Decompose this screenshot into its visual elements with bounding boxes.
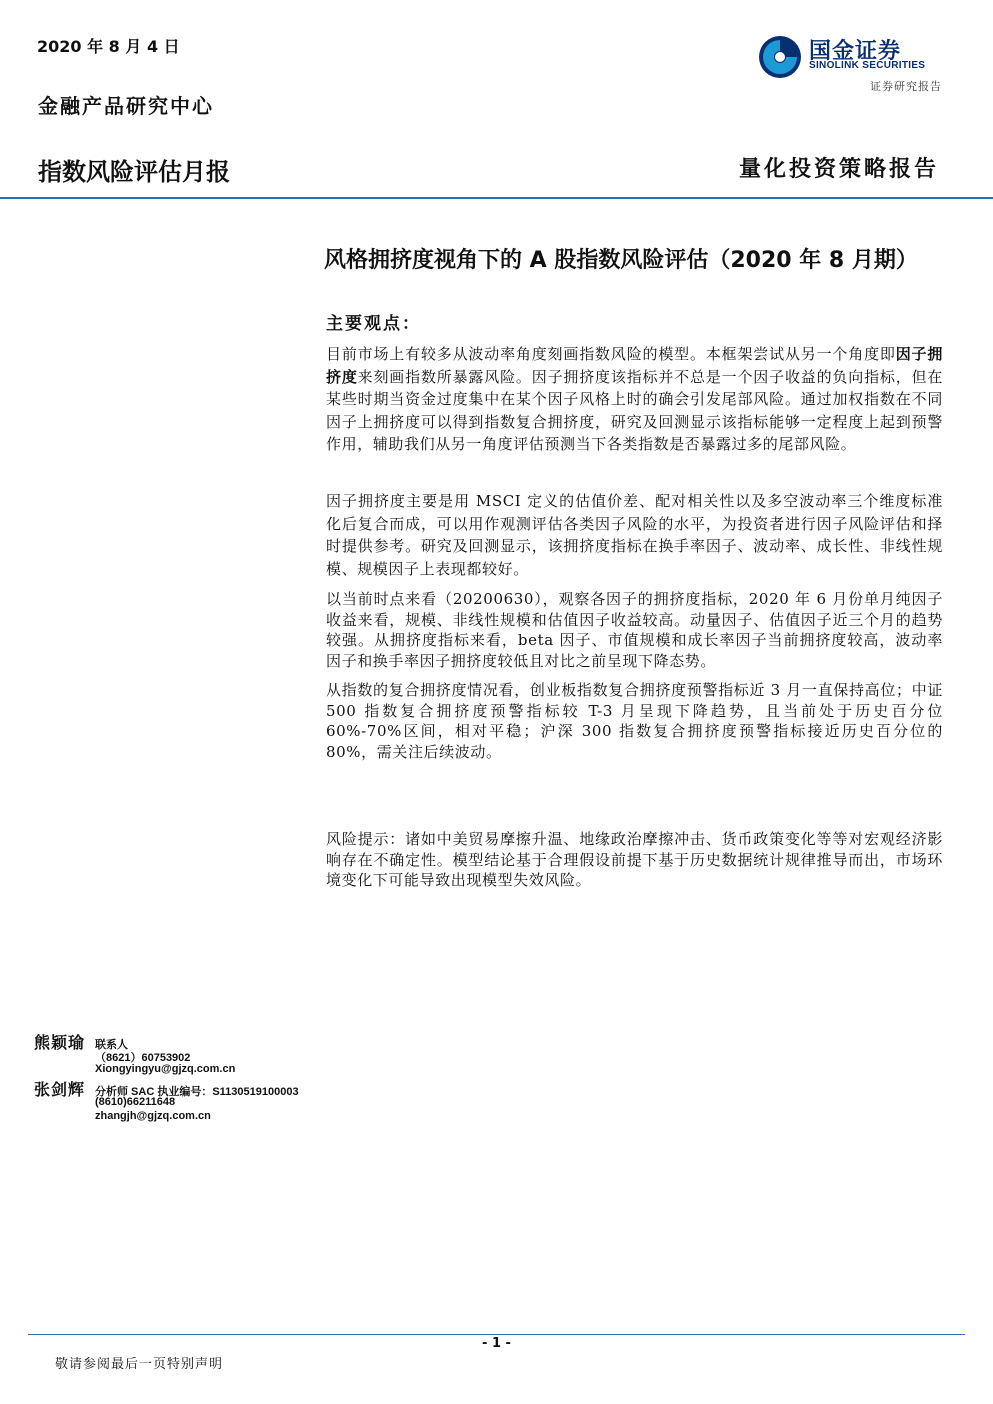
report-series: 指数风险评估月报 bbox=[38, 158, 230, 186]
paragraph-1-text-b: 来刻画指数所暴露风险。因子拥挤度该指标并不总是一个因子收益的负向指标，但在某些时期当资金过度集中在某个因子风格上时的确会引发尾部风险。通过加权指数在不同因子上拥挤度可以得到指数复合拥挤度，研究及回测显示该指标能够一定程度上起到预警作用，辅助我们从另一角度评估预测当下各类指数是否暴露过多的尾部风险。 bbox=[326, 367, 943, 454]
author-2-email[interactable]: zhangjh@gjzq.com.cn bbox=[95, 1110, 211, 1122]
author-1-email[interactable]: Xiongyingyu@gjzq.com.cn bbox=[95, 1063, 236, 1075]
author-1-role: 联系人 bbox=[95, 1039, 128, 1051]
header-divider bbox=[0, 197, 993, 199]
author-2-name: 张剑辉 bbox=[34, 1080, 86, 1099]
page-number: - 1 - bbox=[482, 1336, 511, 1351]
paragraph-4: 从指数的复合拥挤度情况看，创业板指数复合拥挤度预警指标近 3 月一直保持高位；中证 500 指数复合拥挤度预警指标较 T-3 月呈现下降趋势，且当前处于历史百分位 60%-70%区间，相对平稳；沪深 300 指数复合拥挤度预警指标接近历史百分位的 80%，需关注后续波动。 bbox=[326, 681, 943, 761]
research-center: 金融产品研究中心 bbox=[38, 94, 214, 118]
company-logo bbox=[757, 32, 947, 82]
author-2-role: 分析师 SAC 执业编号：S1130519100003 bbox=[95, 1086, 299, 1098]
logo-mark-icon bbox=[757, 34, 803, 80]
paragraph-1-text-a: 目前市场上有较多从波动率角度刻画指数风险的模型。本框架尝试从另一个角度即 bbox=[326, 345, 896, 363]
footer-disclaimer: 敬请参阅最后一页特别声明 bbox=[55, 1357, 224, 1372]
report-title: 风格拥挤度视角下的 A 股指数风险评估（2020 年 8 月期） bbox=[324, 248, 918, 273]
report-category: 量化投资策略报告 bbox=[738, 156, 939, 182]
logo-name-en: SINOLINK SECURITIES bbox=[809, 60, 926, 71]
author-1-name: 熊颖瑜 bbox=[34, 1033, 86, 1052]
report-kind: 证券研究报告 bbox=[870, 80, 942, 93]
logo-name-cn: 国金证券 bbox=[809, 39, 902, 64]
paragraph-1-emphasis: 因子拥挤度 bbox=[326, 345, 943, 386]
footer-divider bbox=[28, 1334, 965, 1335]
paragraph-1 bbox=[326, 343, 943, 456]
risk-warning: 风险提示：诸如中美贸易摩擦升温、地缘政治摩擦冲击、货币政策变化等等对宏观经济影响存在不确定性。模型结论基于合理假设前提下基于历史数据统计规律推导而出，市场环境变化下可能导致出现模型失效风险。 bbox=[326, 830, 943, 889]
author-1-phone: （8621）60753902 bbox=[95, 1052, 191, 1064]
paragraph-2: 因子拥挤度主要是用 MSCI 定义的估值价差、配对相关性以及多空波动率三个维度标准化后复合而成，可以用作观测评估各类因子风险的水平，为投资者进行因子风险评估和择时提供参考。研究及回测显示，该拥挤度指标在换手率因子、波动率、成长性、非线性规模、规模因子上表现都较好。 bbox=[326, 492, 943, 578]
report-date: 2020 年 8 月 4 日 bbox=[37, 37, 180, 56]
author-2-phone: (8610)66211648 bbox=[95, 1096, 176, 1108]
paragraph-3: 以当前时点来看（20200630），观察各因子的拥挤度指标，2020 年 6 月份单月纯因子收益来看，规模、非线性规模和估值因子收益较高。动量因子、估值因子近三个月的趋势较强。从拥挤度指标来看，beta 因子、市值规模和成长率因子当前拥挤度较高，波动率因子和换手率因子拥挤度较低且对比之前呈现下降态势。 bbox=[326, 590, 943, 670]
key-points-heading: 主要观点： bbox=[326, 314, 421, 334]
